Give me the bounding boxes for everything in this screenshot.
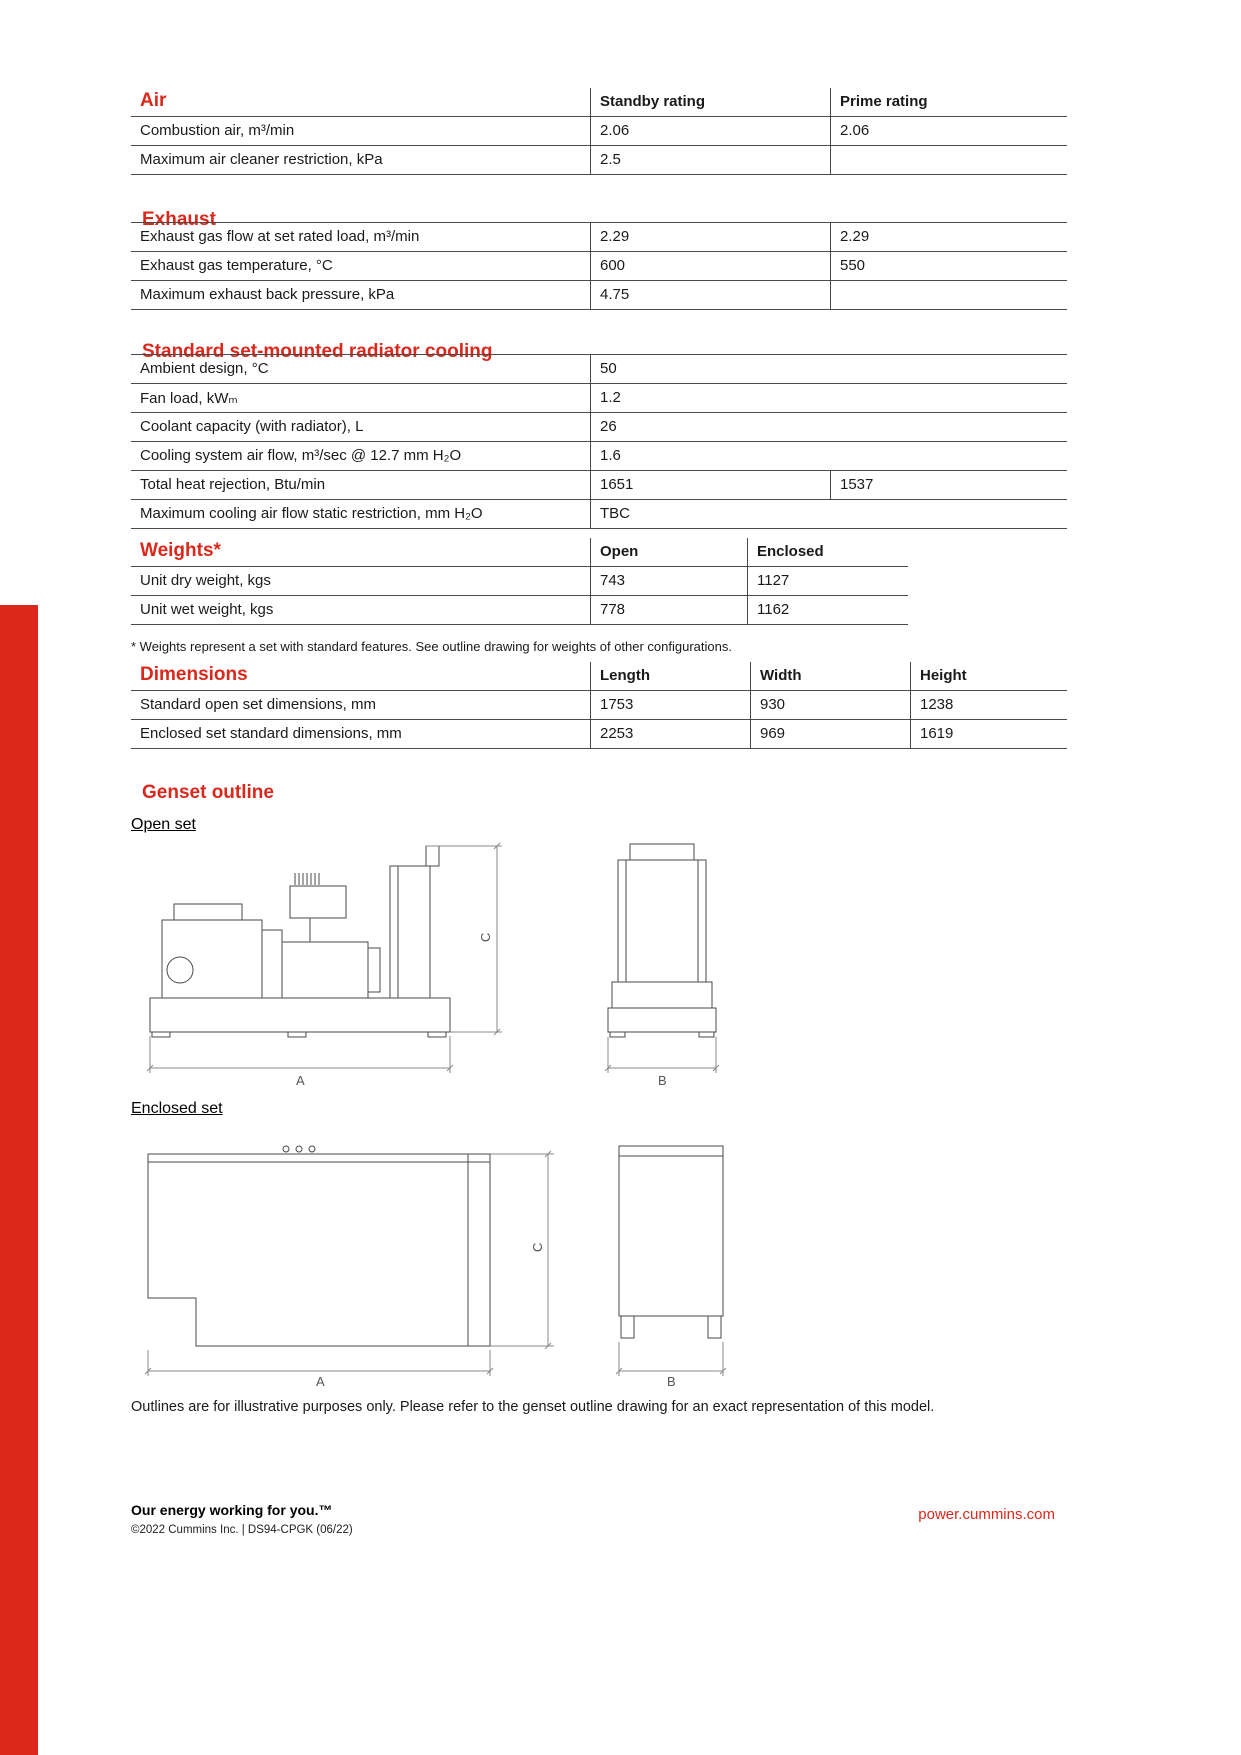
cell-prime [830, 281, 1067, 309]
cell-standby: 600 [590, 252, 830, 280]
cell-standby: 4.75 [590, 281, 830, 309]
air-header-row [131, 88, 1067, 117]
enclosed-set-end-drawing [605, 1136, 740, 1391]
table-row [131, 567, 908, 596]
cooling-section [131, 354, 1067, 529]
dim-label-b: B [658, 1073, 667, 1088]
row-label: Unit dry weight, kgs [140, 572, 271, 589]
table-row [131, 355, 1067, 384]
dim-label-a: A [296, 1073, 305, 1088]
row-label: Maximum air cleaner restriction, kPa [140, 151, 383, 168]
dim-label-b: B [667, 1374, 676, 1389]
table-row [131, 413, 1067, 442]
row-label: Exhaust gas temperature, °C [140, 257, 333, 274]
cell-enclosed: 1127 [747, 567, 908, 595]
cell-length: 2253 [590, 720, 750, 748]
cell-standby: 1651 [590, 471, 830, 499]
row-label: Maximum cooling air flow static restriction, mm H₂O [140, 505, 483, 522]
cell-open: 743 [590, 567, 747, 595]
open-set-end-drawing [598, 840, 733, 1090]
footer-copyright: ©2022 Cummins Inc. | DS94-CPGK (06/22) [131, 1524, 353, 1536]
left-accent-bar [0, 605, 38, 1755]
table-row [131, 471, 1067, 500]
exhaust-section [131, 222, 1067, 310]
row-label: Maximum exhaust back pressure, kPa [140, 286, 395, 303]
cell-prime: 1537 [830, 471, 1067, 499]
cell-prime: 2.06 [830, 117, 1067, 145]
table-row [131, 281, 1067, 310]
genset-outline-title: Genset outline [142, 781, 274, 803]
row-label: Ambient design, °C [140, 360, 269, 377]
cell-value: 50 [590, 355, 1067, 383]
row-label: Cooling system air flow, m³/sec @ 12.7 mm H₂O [140, 447, 462, 464]
row-label: Combustion air, m³/min [140, 122, 295, 139]
footer-tagline: Our energy working for you.™ [131, 1502, 333, 1518]
cell-value: 1.2 [590, 384, 1067, 412]
cell-standby: 2.29 [590, 223, 830, 251]
row-label: Coolant capacity (with radiator), L [140, 418, 364, 435]
table-row [131, 117, 1067, 146]
weights-section [131, 538, 908, 625]
weights-header-row [131, 538, 908, 567]
table-row [131, 146, 1067, 175]
table-row [131, 720, 1067, 749]
dimensions-header-row [131, 662, 1067, 691]
cell-value: 26 [590, 413, 1067, 441]
air-section [131, 88, 1067, 175]
table-row [131, 442, 1067, 471]
weights-col-open: Open [590, 538, 747, 566]
dimensions-section [131, 662, 1067, 749]
air-col-prime: Prime rating [830, 88, 1067, 116]
cell-standby: 2.06 [590, 117, 830, 145]
cell-width: 930 [750, 691, 910, 719]
table-row [131, 691, 1067, 720]
table-row [131, 596, 908, 625]
open-set-side-drawing [140, 840, 515, 1090]
cell-value: TBC [590, 500, 1067, 528]
cell-prime [830, 146, 1067, 174]
cell-prime: 550 [830, 252, 1067, 280]
air-col-standby: Standby rating [590, 88, 830, 116]
row-label: Enclosed set standard dimensions, mm [140, 725, 402, 742]
dimensions-col-width: Width [750, 662, 910, 690]
cell-enclosed: 1162 [747, 596, 908, 624]
table-row [131, 500, 1067, 529]
exhaust-title: Exhaust [142, 208, 216, 230]
cell-standby: 2.5 [590, 146, 830, 174]
cell-length: 1753 [590, 691, 750, 719]
table-row [131, 252, 1067, 281]
row-label: Unit wet weight, kgs [140, 601, 274, 618]
enclosed-set-side-drawing [138, 1136, 583, 1391]
table-row [131, 384, 1067, 413]
row-label: Total heat rejection, Btu/min [140, 476, 326, 493]
footer-website-link[interactable]: power.cummins.com [918, 1506, 1055, 1523]
open-set-label: Open set [131, 816, 196, 833]
cell-open: 778 [590, 596, 747, 624]
dimensions-title: Dimensions [140, 663, 248, 685]
row-label: Standard open set dimensions, mm [140, 696, 376, 713]
dim-label-c: C [478, 932, 493, 942]
dimensions-col-length: Length [590, 662, 750, 690]
weights-footnote: * Weights represent a set with standard features. See outline drawing for weights of other configurations. [131, 639, 732, 654]
cooling-title: Standard set-mounted radiator cooling [142, 340, 493, 362]
air-title: Air [140, 89, 167, 111]
dim-label-c: C [530, 1242, 545, 1252]
row-label: Exhaust gas flow at set rated load, m³/min [140, 228, 420, 245]
dim-label-a: A [316, 1374, 325, 1389]
cell-height: 1238 [910, 691, 1067, 719]
row-label: Fan load, kWₘ [140, 389, 238, 407]
table-row [131, 223, 1067, 252]
outline-note: Outlines are for illustrative purposes only. Please refer to the genset outline drawing for an exact representation of this model. [131, 1398, 935, 1415]
dimensions-col-height: Height [910, 662, 1067, 690]
enclosed-set-label: Enclosed set [131, 1100, 223, 1117]
weights-title: Weights* [140, 539, 221, 561]
weights-col-enclosed: Enclosed [747, 538, 908, 566]
cell-prime: 2.29 [830, 223, 1067, 251]
cell-value: 1.6 [590, 442, 1067, 470]
cell-height: 1619 [910, 720, 1067, 748]
cell-width: 969 [750, 720, 910, 748]
